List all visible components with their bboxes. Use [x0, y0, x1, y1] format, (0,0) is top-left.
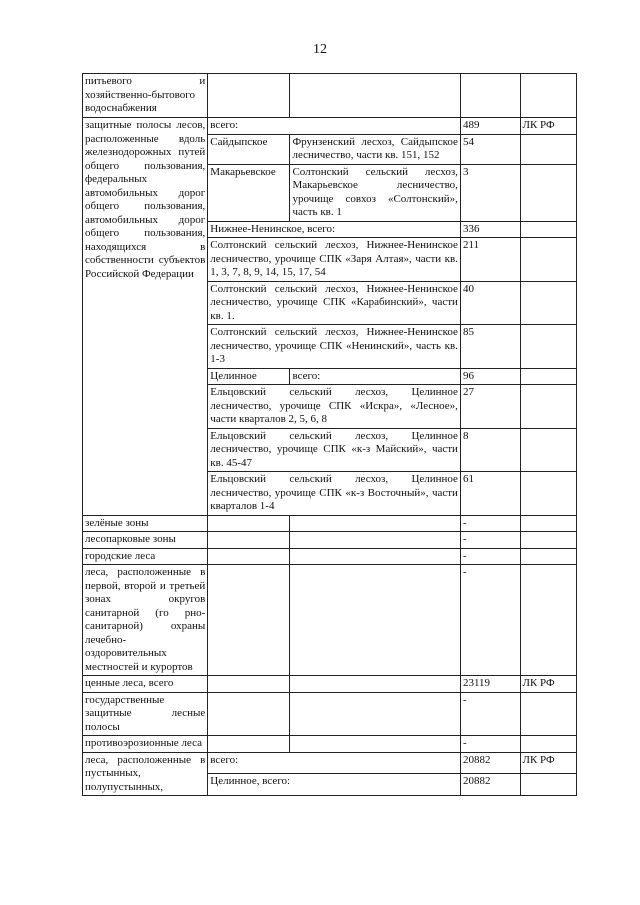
table-row — [83, 548, 577, 565]
location-cell: Солтонский сельский лесхоз, Нижнее-Ненинское лесничество, урочище СПК «Заря Алтая», части кв. 1, 3, 7, 8, 9, 14, 15, 17, 54 — [208, 238, 461, 282]
forestry-cell: Сайдыпское — [208, 134, 290, 164]
table-row — [83, 676, 577, 693]
area-cell: 96 — [460, 368, 520, 385]
location-cell: Ельцовский сельский лесхоз, Целинное лесничество, урочище СПК «к-з Майский», части кв. 45-47 — [208, 428, 461, 472]
location-cell: Солтонский сельский лесхоз, Макарьевское лесничество, урочище совхоз «Солтонский», часть кв. 1 — [290, 164, 460, 221]
forestry-cell: Целинное — [208, 368, 290, 385]
forestry-total-label-cell: Нижнее-Ненинское, всего: — [208, 221, 461, 238]
area-cell: 85 — [460, 325, 520, 369]
table-row — [83, 692, 577, 736]
area-cell: 54 — [460, 134, 520, 164]
category-cell: питьевого и хозяйственно-бытового водоснабжения — [83, 74, 208, 118]
area-cell: 20882 — [460, 752, 520, 774]
table-row — [83, 532, 577, 549]
basis-cell: ЛК РФ — [520, 676, 577, 693]
table-row — [83, 74, 577, 118]
total-label-cell: всего: — [208, 752, 461, 774]
total-label-cell: всего: — [208, 118, 461, 135]
area-cell: 40 — [460, 281, 520, 325]
area-cell: 8 — [460, 428, 520, 472]
area-cell: 20882 — [460, 774, 520, 796]
area-cell: 3 — [460, 164, 520, 221]
table-row — [83, 515, 577, 532]
category-cell: леса, расположенные в пустынных, полупустынных, — [83, 752, 208, 796]
table-row — [83, 736, 577, 753]
area-cell: 61 — [460, 472, 520, 516]
area-cell: - — [460, 548, 520, 565]
table-row — [83, 752, 577, 774]
area-cell: 336 — [460, 221, 520, 238]
location-cell: Солтонский сельский лесхоз, Нижнее-Ненинское лесничество, урочище СПК «Карабинский», части кв. 1. — [208, 281, 461, 325]
category-cell: противоэрозионные леса — [83, 736, 208, 753]
category-cell: городские леса — [83, 548, 208, 565]
area-cell: - — [460, 565, 520, 676]
area-cell: 27 — [460, 385, 520, 429]
location-cell: Ельцовский сельский лесхоз, Целинное лесничество, урочище СПК «к-з Восточный», части кварталов 1-4 — [208, 472, 461, 516]
table-row — [83, 565, 577, 676]
total-label-cell: всего: — [290, 368, 460, 385]
category-cell: защитные полосы лесов, расположенные вдоль железнодорожных путей общего пользования, федеральных автомобильных дорог общего пользования, автомобильных дорог общего пользования, находящихся в собственности субъектов Российской Федерации — [83, 118, 208, 516]
category-cell: государственные защитные лесные полосы — [83, 692, 208, 736]
area-cell: - — [460, 692, 520, 736]
category-cell: лесопарковые зоны — [83, 532, 208, 549]
area-cell: - — [460, 736, 520, 753]
forestry-cell: Макарьевское — [208, 164, 290, 221]
page-number: 12 — [313, 42, 327, 57]
table-row — [83, 118, 577, 135]
category-cell: леса, расположенные в первой, второй и третьей зонах округов санитарной (го рно-санитарной) охраны лечебно-оздоровительных местностей и курортов — [83, 565, 208, 676]
location-cell: Ельцовский сельский лесхоз, Целинное лесничество, урочище СПК «Искра», «Лесное», части кварталов 2, 5, 6, 8 — [208, 385, 461, 429]
area-cell: - — [460, 515, 520, 532]
area-cell: 211 — [460, 238, 520, 282]
category-cell: ценные леса, всего — [83, 676, 208, 693]
location-cell: Солтонский сельский лесхоз, Нижнее-Ненинское лесничество, урочище СПК «Ненинский», часть кв. 1-3 — [208, 325, 461, 369]
category-cell: зелёные зоны — [83, 515, 208, 532]
location-cell: Фрунзенский лесхоз, Сайдыпское лесничество, части кв. 151, 152 — [290, 134, 460, 164]
forest-protection-table — [82, 73, 577, 796]
forestry-total-label-cell: Целинное, всего: — [208, 774, 461, 796]
area-cell: 23119 — [460, 676, 520, 693]
area-cell: - — [460, 532, 520, 549]
basis-cell: ЛК РФ — [520, 752, 577, 774]
area-cell: 489 — [460, 118, 520, 135]
basis-cell: ЛК РФ — [520, 118, 577, 135]
